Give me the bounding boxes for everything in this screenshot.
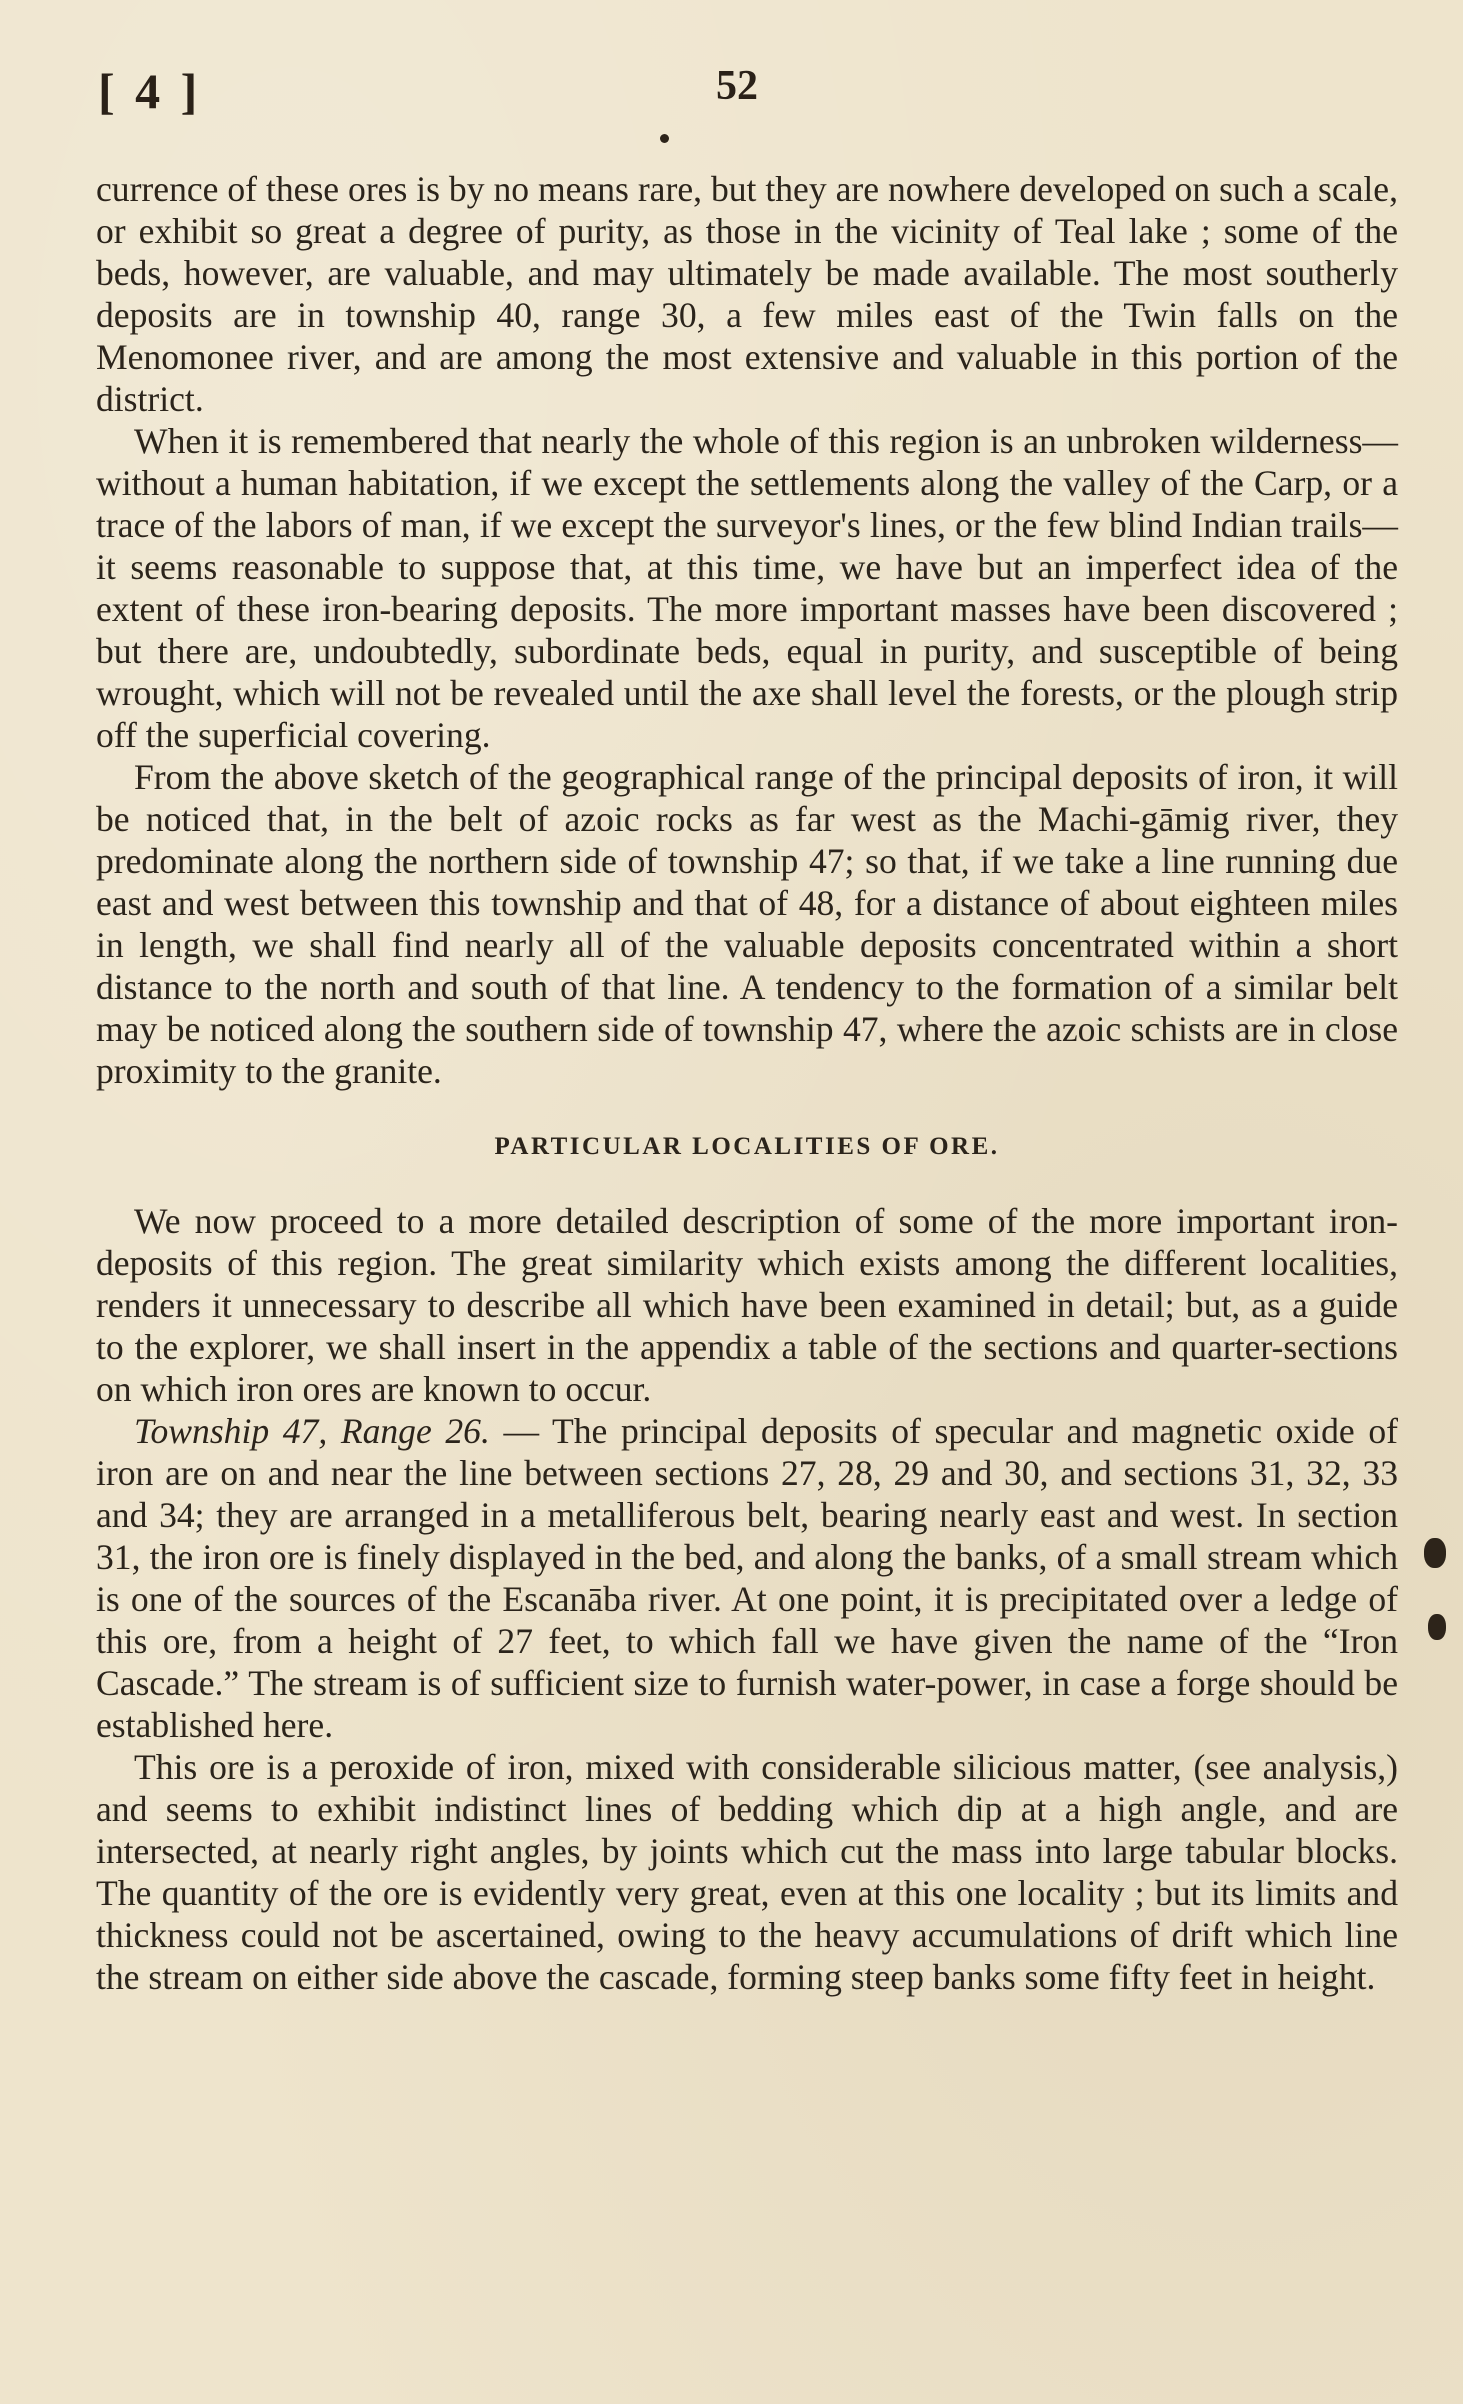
ink-speck — [1424, 1538, 1446, 1568]
signature-mark: [ 4 ] — [98, 63, 202, 119]
paragraph: From the above sketch of the geographical range of the principal deposits of iron, it will be noticed that, in the belt of azoic rocks as far west as the Machi-gāmig river, they predominate along the northern side of township 47; so that, if we take a line running due east and west between this township and that of 48, for a distance of about eighteen miles in length, we shall find nearly all of the valuable deposits concentrated within a short distance to the north and south of that line. A tendency to the formation of a similar belt may be noticed along the southern side of township 47, where the azoic schists are in close proximity to the granite. — [96, 757, 1398, 1091]
paragraph-text: — The principal deposits of specular and magnetic oxide of iron are on and near the line between sections 27, 28, 29 and 30, and sections 31, 32, 33 and 34; they are arranged in a metalliferous belt, bearing nearly east and west. In section 31, the iron ore is finely displayed in the bed, and along the banks, of a small stream which is one of the sources of the Escanāba river. At one point, it is precipitated over a ledge of this ore, from a height of 27 feet, to which fall we have given the name of the “Iron Cascade.” The stream is of sufficient size to furnish water-power, in case a forge should be established here. — [96, 1411, 1398, 1745]
ink-speck — [1428, 1614, 1446, 1640]
paragraph: currence of these ores is by no means rare, but they are nowhere developed on such a scale, or exhibit so great a degree of purity, as those in the vicinity of Teal lake ; some of the beds, however, are valuable, and may ultimately be made available. The most southerly deposits are in township 40, range 30, a few miles east of the Twin falls on the Menomonee river, and are among the most extensive and valuable in this portion of the district. — [96, 169, 1398, 419]
section-heading: PARTICULAR LOCALITIES OF ORE. — [494, 1133, 1000, 1160]
locality-heading: Township 47, Range 26. — [134, 1411, 490, 1451]
page-number: 52 — [716, 63, 758, 109]
paragraph: When it is remembered that nearly the whole of this region is an unbroken wilderness—without a human habitation, if we except the settlements along the valley of the Carp, or a trace of the labors of man, if we except the surveyor's lines, or the few blind Indian trails—it seems reasonable to suppose that, at this time, we have but an imperfect idea of the extent of these iron-bearing deposits. The more important masses have been discovered ; but there are, undoubtedly, subordinate beds, equal in purity, and susceptible of being wrought, which will not be revealed until the axe shall level the forests, or the plough strip off the superficial covering. — [96, 421, 1398, 755]
paragraph — [96, 1410, 1398, 1746]
paragraph: We now proceed to a more detailed description of some of the more important iron-deposits of this region. The great similarity which exists among the different localities, renders it unnecessary to describe all which have been examined in detail; but, as a guide to the explorer, we shall insert in the appendix a table of the sections and quarter-sections on which iron ores are known to occur. — [96, 1201, 1398, 1409]
body-text — [96, 168, 1398, 1998]
paragraph: This ore is a peroxide of iron, mixed with considerable silicious matter, (see analysis,) and seems to exhibit indistinct lines of bedding which dip at a high angle, and are intersected, at nearly right angles, by joints which cut the mass into large tabular blocks. The quantity of the ore is evidently very great, even at this one locality ; but its limits and thickness could not be ascertained, owing to the heavy accumulations of drift which line the stream on either side above the cascade, forming steep banks some fifty feet in height. — [96, 1747, 1398, 1997]
ink-speck — [660, 134, 669, 143]
